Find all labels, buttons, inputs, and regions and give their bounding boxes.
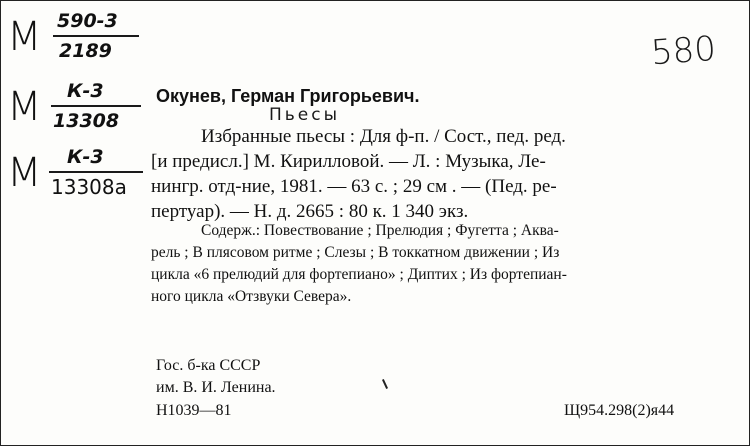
library-line-2: им. В. И. Ленина.	[156, 379, 276, 396]
shelfmark-top: К-3	[67, 80, 104, 102]
contents-line-1: Содерж.: Повествование ; Прелюдия ; Фугетта ; Аква-	[201, 222, 559, 239]
pen-mark	[382, 379, 388, 389]
contents-line-4: ного цикла «Отзвуки Севера».	[151, 288, 352, 305]
shelfmark-bottom: 13308а	[51, 175, 127, 199]
shelfmark-letter: М	[7, 14, 42, 60]
shelfmark-top: 590-3	[57, 10, 118, 32]
shelfmark-bottom: 2189	[59, 40, 112, 62]
description-line-1: Избранные пьесы : Для ф-п. / Сост., пед. ред.	[201, 126, 566, 147]
contents-line-2: рель ; В плясовом ритме ; Слезы ; В токкатном движении ; Из	[151, 244, 560, 261]
shelfmark-divider	[51, 105, 141, 107]
shelfmark-top: К-3	[67, 146, 104, 168]
shelfmark-bottom: 13308	[53, 110, 120, 132]
shelfmark-letter: М	[7, 150, 42, 196]
shelfmark-divider	[53, 35, 139, 37]
classification-index: Щ954.298(2)я44	[564, 402, 675, 419]
card-number: Н1039—81	[156, 402, 232, 419]
description-line-2: [и предисл.] М. Кирилловой. — Л. : Музыка, Ле-	[151, 151, 546, 172]
corner-number: 580	[649, 28, 718, 74]
contents-line-3: цикла «6 прелюдий для фортепиано» ; Диптих ; Из фортепиан-	[151, 266, 567, 283]
shelfmark-letter: М	[7, 84, 42, 130]
library-line-1: Гос. б-ка СССР	[156, 357, 261, 374]
description-line-4: пертуар). — Н. д. 2665 : 80 к. 1 340 экз.	[151, 201, 469, 222]
author-heading: Окунев, Герман Григорьевич.	[156, 86, 420, 106]
description-line-3: нингр. отд-ние, 1981. — 63 с. ; 29 см . — (Пед. ре-	[151, 176, 557, 197]
handwritten-note: Пьесы	[269, 105, 341, 125]
shelfmark-divider	[49, 171, 143, 173]
